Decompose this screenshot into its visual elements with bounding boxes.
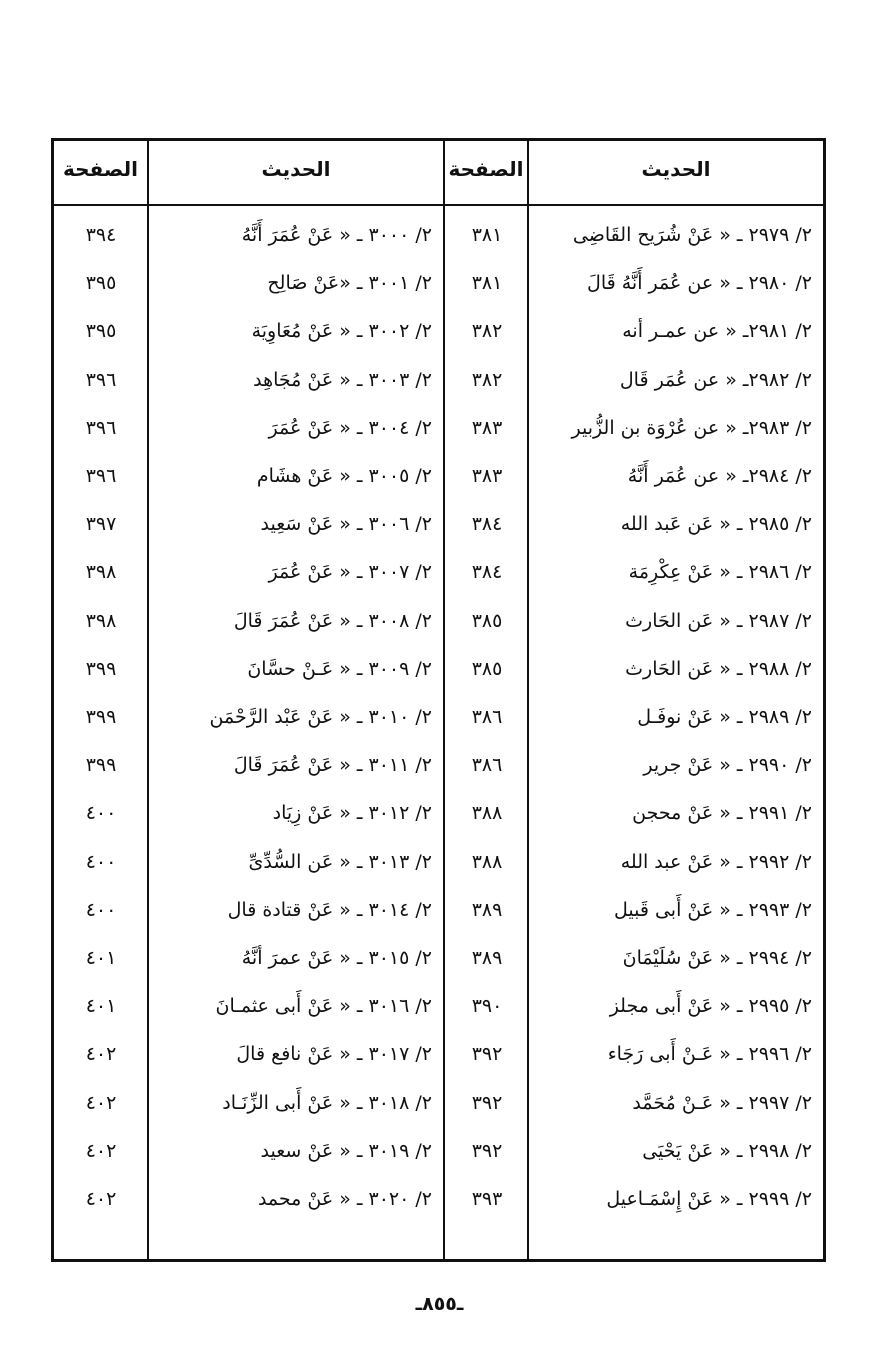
header-hadith-right: الحديث <box>641 157 711 181</box>
hadith-entry-right: ٢/ ٢٩٨٥ ـ « عَن عَبد الله <box>620 513 812 535</box>
page-ref-right: ٣٩٢ <box>471 1140 503 1162</box>
page-ref-left: ٣٩٨ <box>85 610 117 632</box>
page-ref-left: ٣٩٧ <box>85 513 117 535</box>
hadith-entry-left: ٢/ ٣٠٢٠ ـ « عَنْ محمد <box>257 1188 432 1210</box>
column-divider <box>147 141 149 1259</box>
page-ref-left: ٣٩٩ <box>85 706 117 728</box>
hadith-entry-right: ٢/ ٢٩٩٣ ـ « عَنْ أَبى قَبيل <box>613 899 812 921</box>
header-hadith-left: الحديث <box>261 157 331 181</box>
hadith-entry-left: ٢/ ٣٠١٠ ـ « عَنْ عَبْد الرَّحْمَن <box>209 706 432 728</box>
hadith-entry-right: ٢/ ٢٩٨١ـ « عن عمـر أنه <box>622 320 812 342</box>
hadith-entry-left: ٢/ ٣٠٠٠ ـ « عَنْ عُمَرَ أَنَّهُ <box>241 224 432 246</box>
header-page-left: الصفحة <box>62 157 138 181</box>
page-ref-right: ٣٨٦ <box>471 706 503 728</box>
hadith-entry-left: ٢/ ٣٠١٢ ـ « عَنْ زِيَاد <box>272 802 432 824</box>
page-ref-left: ٣٩٦ <box>85 369 117 391</box>
page-ref-right: ٣٨٦ <box>471 754 503 776</box>
page-ref-left: ٣٩٥ <box>85 272 117 294</box>
hadith-entry-left: ٢/ ٣٠١٥ ـ « عَنْ عمرَ أنَّهُ <box>241 947 432 969</box>
page-ref-right: ٣٨١ <box>471 224 503 246</box>
hadith-entry-left: ٢/ ٣٠١١ ـ « عَنْ عُمَرَ قَالَ <box>233 754 432 776</box>
column-divider <box>443 141 445 1259</box>
hadith-entry-right: ٢/ ٢٩٧٩ ـ « عَنْ شُرَيح القَاضِى <box>572 224 812 246</box>
hadith-entry-left: ٢/ ٣٠١٤ ـ « عَنْ قتادة قال <box>227 899 432 921</box>
hadith-entry-right: ٢/ ٢٩٩٦ ـ « عَـنْ أَبى رَجَاء <box>607 1043 812 1065</box>
page-ref-right: ٣٩٢ <box>471 1043 503 1065</box>
hadith-entry-right: ٢/ ٢٩٩١ ـ « عَنْ محجن <box>632 802 812 824</box>
page-ref-right: ٣٨٥ <box>471 658 503 680</box>
page-ref-right: ٣٨٢ <box>471 369 503 391</box>
hadith-entry-left: ٢/ ٣٠١٨ ـ « عَنْ أَبى الزِّنَـاد <box>222 1092 432 1114</box>
page-ref-left: ٤٠٢ <box>85 1092 117 1114</box>
hadith-entry-left: ٢/ ٣٠٠٤ ـ « عَنْ عُمَرَ <box>268 417 432 439</box>
hadith-entry-left: ٢/ ٣٠٠٩ ـ « عَـنْ حسَّانَ <box>247 658 432 680</box>
page-ref-right: ٣٨٥ <box>471 610 503 632</box>
page-ref-left: ٣٩٦ <box>85 417 117 439</box>
hadith-entry-right: ٢/ ٢٩٩٤ ـ « عَنْ سُلَيْمَانَ <box>622 947 812 969</box>
hadith-entry-right: ٢/ ٢٩٩٥ ـ « عَنْ أَبى مجلز <box>609 995 812 1017</box>
page-ref-right: ٣٨٨ <box>471 851 503 873</box>
hadith-entry-left: ٢/ ٣٠١٧ ـ « عَنْ نافع قالَ <box>236 1043 432 1065</box>
page-ref-right: ٣٩٣ <box>471 1188 503 1210</box>
page-ref-left: ٤٠٠ <box>85 899 117 921</box>
hadith-entry-right: ٢/ ٢٩٩٩ ـ « عَنْ إِسْمَـاعيل <box>606 1188 812 1210</box>
hadith-entry-left: ٢/ ٣٠٠٧ ـ « عَنْ عُمَرَ <box>268 561 432 583</box>
header-page-right: الصفحة <box>448 157 524 181</box>
hadith-entry-left: ٢/ ٣٠٠٦ ـ « عَنْ سَعِيد <box>260 513 432 535</box>
hadith-entry-right: ٢/ ٢٩٨٤ـ « عن عُمَر أَنَّهُ <box>627 465 812 487</box>
page-ref-right: ٣٨٩ <box>471 899 503 921</box>
page-ref-right: ٣٩٠ <box>471 995 503 1017</box>
hadith-entry-left: ٢/ ٣٠١٩ ـ « عَنْ سعيد <box>260 1140 432 1162</box>
page-ref-left: ٤٠٢ <box>85 1188 117 1210</box>
hadith-entry-right: ٢/ ٢٩٨٠ ـ « عن عُمَر أَنَّهُ قَالَ <box>587 272 812 294</box>
hadith-entry-left: ٢/ ٣٠١٣ ـ « عَن السُّدِّىِّ <box>248 851 432 873</box>
page-ref-right: ٣٨٤ <box>471 513 503 535</box>
page-ref-left: ٤٠١ <box>85 947 117 969</box>
page-ref-left: ٣٩٩ <box>85 658 117 680</box>
page-ref-left: ٣٩٦ <box>85 465 117 487</box>
hadith-entry-right: ٢/ ٢٩٨٨ ـ « عَن الحَارث <box>625 658 812 680</box>
hadith-entry-right: ٢/ ٢٩٩٧ ـ « عَـنْ مُحَمَّد <box>632 1092 812 1114</box>
hadith-entry-left: ٢/ ٣٠٠٢ ـ « عَنْ مُعَاوِيَة <box>251 320 432 342</box>
hadith-entry-right: ٢/ ٢٩٨٧ ـ « عَن الحَارث <box>625 610 812 632</box>
hadith-entry-right: ٢/ ٢٩٩٢ ـ « عَنْ عبد الله <box>620 851 812 873</box>
hadith-entry-left: ٢/ ٣٠٠٥ ـ « عَنْ هشَام <box>256 465 432 487</box>
page-ref-left: ٤٠٠ <box>85 802 117 824</box>
page-ref-left: ٤٠٠ <box>85 851 117 873</box>
page-ref-right: ٣٨٤ <box>471 561 503 583</box>
hadith-entry-left: ٢/ ٣٠١٦ ـ « عَنْ أَبى عثمـانَ <box>215 995 432 1017</box>
header-divider <box>54 204 823 206</box>
page-ref-right: ٣٨٣ <box>471 465 503 487</box>
page-ref-left: ٣٩٨ <box>85 561 117 583</box>
page-ref-left: ٣٩٥ <box>85 320 117 342</box>
page-ref-right: ٣٨٢ <box>471 320 503 342</box>
page-ref-left: ٣٩٤ <box>85 224 117 246</box>
page-ref-left: ٤٠١ <box>85 995 117 1017</box>
page-ref-left: ٤٠٢ <box>85 1043 117 1065</box>
page-ref-right: ٣٨٣ <box>471 417 503 439</box>
hadith-entry-right: ٢/ ٢٩٩٨ ـ « عَنْ يَحْيَى <box>642 1140 812 1162</box>
hadith-entry-left: ٢/ ٣٠٠٣ ـ « عَنْ مُجَاهِد <box>253 369 432 391</box>
hadith-entry-left: ٢/ ٣٠٠٨ ـ « عَنْ عُمَرَ قَالَ <box>233 610 432 632</box>
page-ref-right: ٣٩٢ <box>471 1092 503 1114</box>
page-ref-right: ٣٨٨ <box>471 802 503 824</box>
hadith-entry-right: ٢/ ٢٩٨٣ـ « عن عُرْوَة بن الزُّبير <box>571 417 812 439</box>
page-ref-left: ٣٩٩ <box>85 754 117 776</box>
hadith-entry-right: ٢/ ٢٩٩٠ ـ « عَنْ جرير <box>643 754 812 776</box>
page-ref-left: ٤٠٢ <box>85 1140 117 1162</box>
page-ref-right: ٣٨٩ <box>471 947 503 969</box>
hadith-entry-left: ٢/ ٣٠٠١ ـ «عَنْ صَالِح <box>267 272 432 294</box>
page-ref-right: ٣٨١ <box>471 272 503 294</box>
hadith-entry-right: ٢/ ٢٩٨٦ ـ « عَنْ عِكْرِمَة <box>628 561 812 583</box>
hadith-entry-right: ٢/ ٢٩٨٢ـ « عن عُمَر قَال <box>619 369 812 391</box>
hadith-entry-right: ٢/ ٢٩٨٩ ـ « عَنْ نوفَـل <box>637 706 812 728</box>
page-number: ـ٨٥٥ـ <box>415 1293 464 1315</box>
